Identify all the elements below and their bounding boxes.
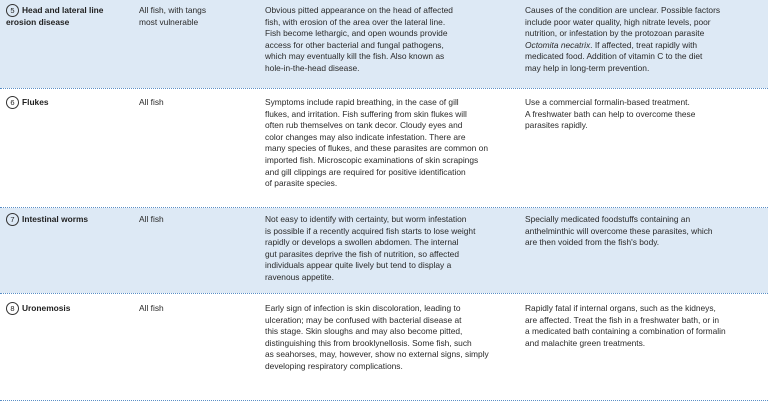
table-row (0, 294, 768, 403)
disease-name: Head and lateral line erosion disease (6, 5, 104, 27)
treatment-cell: Specially medicated foodstuffs containing an anthelminthic will overcome these parasites, which are then voided from the fish's body. (525, 214, 713, 248)
row-number-badge: 7 (6, 213, 19, 226)
treatment-text: Causes of the condition are unclear. Possible factors include poor water quality, high nitrate levels, poor nutrition, or infestation by the protozoan parasite (525, 5, 721, 39)
treatment-cell: Rapidly fatal if internal organs, such as the kidneys, are affected. Treat the fish in a freshwater bath, or in a medicated bath containing a combination of formalin and malachite green treatments. (525, 303, 726, 348)
affected-fish-cell: All fish (139, 303, 164, 313)
disease-name-cell (6, 214, 134, 226)
affected-fish-cell: All fish, with tangs most vulnerable (139, 5, 207, 27)
treatment-text: . If affected, treat rapidly with medicated food. Addition of vitamin C to the diet may help in long-term prevention. (525, 39, 703, 73)
symptoms-cell: Not easy to identify with certainty, but worm infestation is possible if a recently acquired fish starts to lose weight rapidly or develops a swollen abdomen. The internal gut parasites deprive the fish of nutrition, so affected individuals appear quite lively but tend to display a ravenous appetite. (265, 214, 476, 282)
disease-name: Uronemosis (22, 303, 71, 313)
row-divider (0, 400, 768, 401)
disease-name: Flukes (22, 97, 49, 107)
row-number-badge: 5 (6, 4, 19, 17)
disease-name: Intestinal worms (22, 214, 89, 224)
row-number-badge: 8 (6, 302, 19, 315)
affected-fish-cell: All fish (139, 97, 164, 107)
parasite-name: Octomita necatrix (525, 39, 591, 50)
table-row (0, 89, 768, 207)
table-row (0, 0, 768, 88)
symptoms-cell: Symptoms include rapid breathing, in the case of gill flukes, and irritation. Fish suffering from skin flukes will often rub themselves on tank decor. Cloudy eyes and color changes may also indicate infestation. There are many species of flukes, and these parasites are common on imported fish. Microscopic examinations of skin scrapings and gill clippings are required for positive identification of parasite species. (265, 97, 488, 189)
table-row (0, 208, 768, 293)
disease-name-cell (6, 5, 134, 29)
treatment-cell: Use a commercial formalin-based treatment. A freshwater bath can help to overcome these parasites rapidly. (525, 97, 696, 131)
symptoms-cell: Early sign of infection is skin discoloration, leading to ulceration; may be confused with bacterial disease at this stage. Skin sloughs and may also become pitted, distinguishing this from brooklynellosis. Some fish, such as seahorses, may, however, show no external signs, simply developing respiratory complications. (265, 303, 489, 371)
affected-fish-cell: All fish (139, 214, 164, 224)
symptoms-cell: Obvious pitted appearance on the head of affected fish, with erosion of the area over the lateral line. Fish become lethargic, and open wounds provide access for other bacterial and fungal pathogens, which may eventually kill the fish. Also known as hole-in-the-head disease. (265, 5, 453, 73)
treatment-cell (525, 5, 761, 75)
disease-name-cell (6, 303, 134, 315)
disease-name-cell (6, 97, 134, 109)
row-number-badge: 6 (6, 96, 19, 109)
